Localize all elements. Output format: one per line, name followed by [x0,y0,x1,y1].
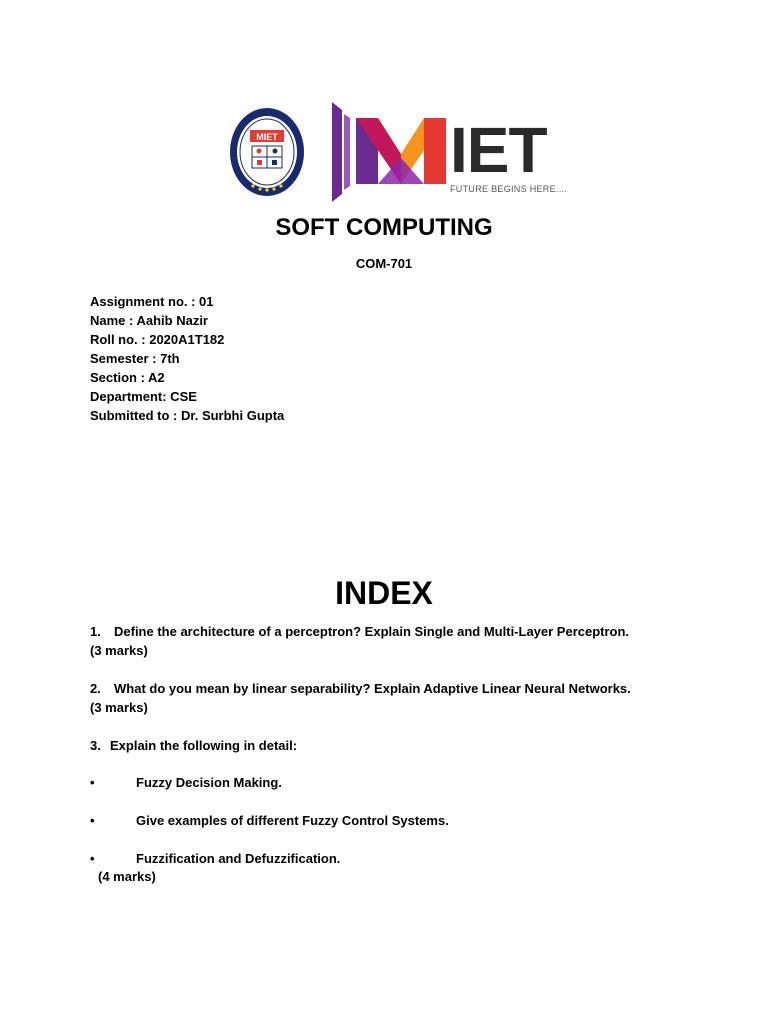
brand-letters: IET [450,114,547,186]
question-3 [90,736,297,755]
bullet-text: Fuzzy Decision Making. [136,775,282,790]
question-1-marks: (3 marks) [90,643,148,658]
svg-text:MIET: MIET [256,132,278,142]
institute-seal-icon [228,106,306,198]
question-text: What do you mean by linear separability? Explain Adaptive Linear Neural Networks. [114,681,631,696]
logo-divider-icon [328,102,350,202]
bullet-glyph: • [90,813,95,828]
detail-roll-no: Roll no. : 2020A1T182 [90,332,225,347]
question-1 [90,622,629,641]
tagline: FUTURE BEGINS HERE.... [450,184,568,194]
question-3-marks: (4 marks) [98,869,156,884]
detail-section: Section : A2 [90,370,165,385]
detail-semester: Semester : 7th [90,351,180,366]
detail-name: Name : Aahib Nazir [90,313,208,328]
question-2 [90,679,631,698]
bullet-item [90,811,449,830]
question-number: 3. [90,738,101,753]
detail-department: Department: CSE [90,389,197,404]
bullet-item [90,773,282,792]
question-number: 2. [90,681,101,696]
detail-submitted-to: Submitted to : Dr. Surbhi Gupta [90,408,285,423]
document-title: SOFT COMPUTING [275,214,493,241]
bullet-text: Give examples of different Fuzzy Control Systems. [136,813,449,828]
institute-logo [228,102,568,202]
question-number: 1. [90,624,101,639]
bullet-text: Fuzzification and Defuzzification. [136,851,341,866]
index-heading: INDEX [335,575,433,611]
bullet-glyph: • [90,851,95,866]
miet-wordmark [356,114,568,200]
letter-m-icon [356,118,446,184]
question-text: Explain the following in detail: [110,738,298,753]
bullet-item [90,849,340,868]
course-code: COM-701 [355,256,413,271]
bullet-glyph: • [90,775,95,790]
detail-assignment: Assignment no. : 01 [90,294,214,309]
question-2-marks: (3 marks) [90,700,148,715]
student-details [90,292,284,425]
question-text: Define the architecture of a perceptron? Explain Single and Multi-Layer Perceptron. [114,624,630,639]
